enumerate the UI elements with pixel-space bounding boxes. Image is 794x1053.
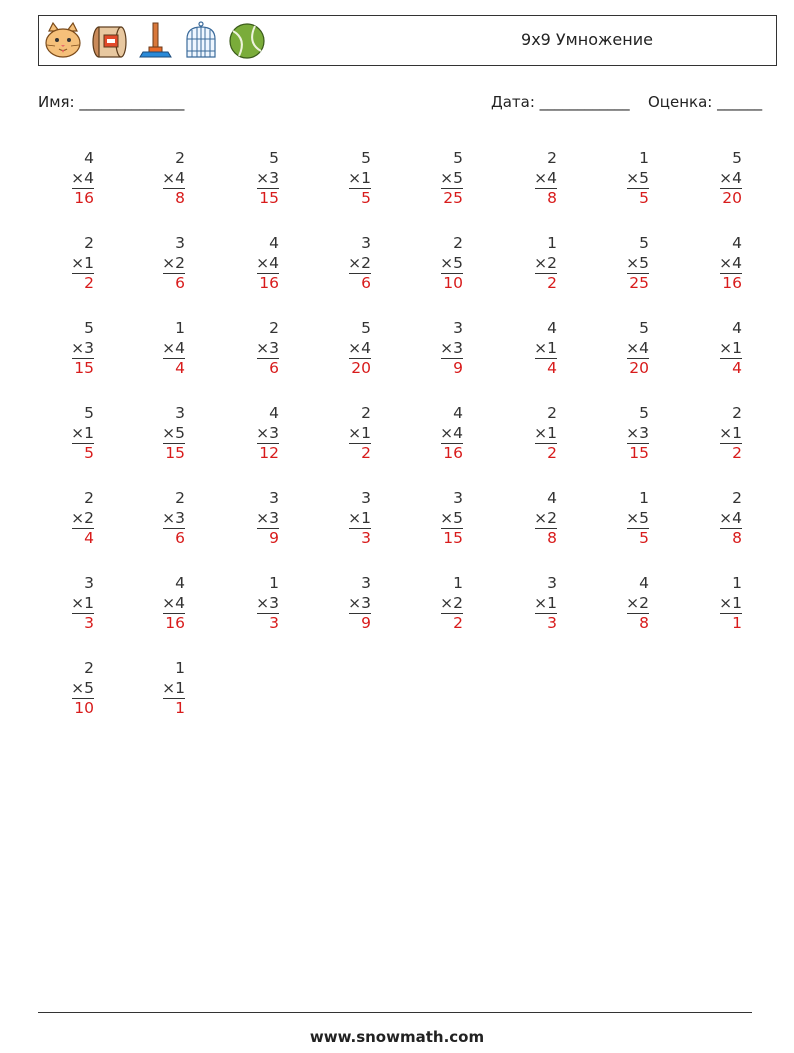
problem-item <box>403 574 463 634</box>
answer: 16 <box>441 443 463 464</box>
multiplier: ×2 <box>534 253 557 272</box>
problem-item <box>589 404 649 464</box>
multiplier: ×5 <box>626 253 649 272</box>
answer: 15 <box>441 528 463 549</box>
answer: 4 <box>72 528 94 549</box>
problem-item <box>589 149 649 209</box>
multiplicand: 2 <box>547 149 557 167</box>
answer: 3 <box>535 613 557 634</box>
multiplier: ×1 <box>534 593 557 612</box>
answer: 6 <box>163 528 185 549</box>
answer: 4 <box>535 358 557 379</box>
answer: 2 <box>441 613 463 634</box>
problem-item <box>125 319 185 379</box>
multiplicand: 5 <box>84 404 94 422</box>
multiplier: ×5 <box>440 168 463 187</box>
answer: 2 <box>535 273 557 294</box>
answer: 3 <box>72 613 94 634</box>
multiplicand: 1 <box>453 574 463 592</box>
multiplier: ×3 <box>256 423 279 442</box>
problem-item <box>219 149 279 209</box>
multiplier: ×3 <box>256 168 279 187</box>
problem-item <box>497 319 557 379</box>
multiplicand: 3 <box>361 574 371 592</box>
problem-item <box>311 574 371 634</box>
problem-item <box>497 404 557 464</box>
multiplicand: 3 <box>453 489 463 507</box>
problem-item <box>311 149 371 209</box>
birdcage-icon <box>181 21 221 61</box>
multiplier: ×3 <box>626 423 649 442</box>
multiplier: ×4 <box>719 253 742 272</box>
multiplier: ×5 <box>71 678 94 697</box>
multiplier: ×1 <box>534 423 557 442</box>
answer: 16 <box>72 188 94 209</box>
multiplicand: 5 <box>361 149 371 167</box>
problem-item <box>682 234 742 294</box>
multiplicand: 2 <box>84 659 94 677</box>
multiplicand: 1 <box>175 319 185 337</box>
problem-item <box>34 489 94 549</box>
problem-item <box>589 574 649 634</box>
worksheet-title: 9x9 Умножение <box>521 30 653 49</box>
multiplier: ×3 <box>256 593 279 612</box>
footer-divider <box>38 1012 752 1013</box>
multiplier: ×2 <box>162 253 185 272</box>
multiplier: ×4 <box>162 338 185 357</box>
answer: 9 <box>257 528 279 549</box>
multiplicand: 5 <box>361 319 371 337</box>
problem-item <box>497 489 557 549</box>
answer: 6 <box>163 273 185 294</box>
multiplicand: 3 <box>453 319 463 337</box>
multiplicand: 4 <box>547 489 557 507</box>
answer: 16 <box>720 273 742 294</box>
problem-item <box>589 234 649 294</box>
multiplicand: 2 <box>175 489 185 507</box>
answer: 8 <box>720 528 742 549</box>
footer-site: www.snowmath.com <box>309 1028 485 1046</box>
answer: 6 <box>349 273 371 294</box>
date-field: Дата: ____________ <box>491 93 630 111</box>
answer: 6 <box>257 358 279 379</box>
header-icons <box>43 21 267 61</box>
multiplier: ×1 <box>348 508 371 527</box>
problem-item <box>34 574 94 634</box>
multiplier: ×2 <box>71 508 94 527</box>
answer: 20 <box>349 358 371 379</box>
multiplier: ×4 <box>534 168 557 187</box>
multiplier: ×1 <box>71 253 94 272</box>
multiplicand: 1 <box>547 234 557 252</box>
multiplier: ×1 <box>719 593 742 612</box>
answer: 15 <box>72 358 94 379</box>
multiplier: ×5 <box>162 423 185 442</box>
multiplier: ×4 <box>162 168 185 187</box>
problem-item <box>403 149 463 209</box>
multiplicand: 2 <box>361 404 371 422</box>
multiplier: ×4 <box>256 253 279 272</box>
multiplicand: 3 <box>361 234 371 252</box>
multiplicand: 4 <box>453 404 463 422</box>
multiplicand: 4 <box>732 319 742 337</box>
multiplier: ×3 <box>440 338 463 357</box>
multiplier: ×4 <box>440 423 463 442</box>
multiplier: ×5 <box>440 508 463 527</box>
multiplicand: 2 <box>269 319 279 337</box>
answer: 5 <box>72 443 94 464</box>
problem-item <box>403 404 463 464</box>
multiplicand: 4 <box>732 234 742 252</box>
multiplier: ×1 <box>162 678 185 697</box>
multiplicand: 2 <box>84 489 94 507</box>
multiplicand: 1 <box>732 574 742 592</box>
answer: 15 <box>627 443 649 464</box>
tennis-ball-icon <box>227 21 267 61</box>
answer: 15 <box>163 443 185 464</box>
answer: 3 <box>257 613 279 634</box>
multiplicand: 3 <box>175 404 185 422</box>
answer: 5 <box>627 528 649 549</box>
multiplicand: 4 <box>175 574 185 592</box>
problem-item <box>219 489 279 549</box>
cat-face-icon <box>43 21 83 61</box>
multiplicand: 3 <box>175 234 185 252</box>
problem-item <box>682 404 742 464</box>
multiplier: ×1 <box>348 423 371 442</box>
answer: 25 <box>627 273 649 294</box>
multiplier: ×1 <box>719 423 742 442</box>
answer: 2 <box>720 443 742 464</box>
answer: 1 <box>163 698 185 719</box>
answer: 10 <box>441 273 463 294</box>
multiplier: ×2 <box>534 508 557 527</box>
answer: 12 <box>257 443 279 464</box>
multiplier: ×4 <box>626 338 649 357</box>
problem-item <box>34 149 94 209</box>
multiplier: ×4 <box>162 593 185 612</box>
problem-item <box>682 489 742 549</box>
multiplicand: 4 <box>547 319 557 337</box>
answer: 10 <box>72 698 94 719</box>
multiplicand: 1 <box>269 574 279 592</box>
answer: 8 <box>535 528 557 549</box>
answer: 4 <box>163 358 185 379</box>
multiplier: ×1 <box>71 423 94 442</box>
multiplier: ×2 <box>348 253 371 272</box>
toy-drum-icon <box>89 21 129 61</box>
problem-item <box>311 404 371 464</box>
multiplicand: 5 <box>84 319 94 337</box>
problem-item <box>497 234 557 294</box>
problem-item <box>403 234 463 294</box>
multiplier: ×5 <box>626 168 649 187</box>
multiplicand: 1 <box>175 659 185 677</box>
problem-item <box>682 574 742 634</box>
answer: 3 <box>349 528 371 549</box>
multiplicand: 4 <box>639 574 649 592</box>
name-field: Имя: ______________ <box>38 93 185 111</box>
multiplicand: 2 <box>732 489 742 507</box>
multiplier: ×3 <box>348 593 371 612</box>
multiplicand: 2 <box>547 404 557 422</box>
multiplier: ×4 <box>719 508 742 527</box>
answer: 25 <box>441 188 463 209</box>
multiplicand: 3 <box>361 489 371 507</box>
multiplier: ×3 <box>256 508 279 527</box>
multiplier: ×5 <box>440 253 463 272</box>
answer: 5 <box>349 188 371 209</box>
problem-item <box>125 149 185 209</box>
problem-item <box>34 404 94 464</box>
answer: 16 <box>163 613 185 634</box>
problem-item <box>682 319 742 379</box>
answer: 9 <box>349 613 371 634</box>
multiplicand: 2 <box>732 404 742 422</box>
multiplicand: 5 <box>453 149 463 167</box>
multiplier: ×1 <box>719 338 742 357</box>
multiplicand: 3 <box>84 574 94 592</box>
multiplicand: 5 <box>639 234 649 252</box>
problem-item <box>589 319 649 379</box>
multiplier: ×2 <box>440 593 463 612</box>
multiplicand: 1 <box>639 149 649 167</box>
plunger-icon <box>135 21 175 61</box>
multiplier: ×1 <box>534 338 557 357</box>
problem-item <box>34 234 94 294</box>
problem-item <box>682 149 742 209</box>
answer: 8 <box>627 613 649 634</box>
answer: 1 <box>720 613 742 634</box>
answer: 4 <box>720 358 742 379</box>
problem-item <box>125 234 185 294</box>
multiplier: ×1 <box>71 593 94 612</box>
worksheet-header <box>38 15 777 66</box>
problem-item <box>34 319 94 379</box>
problem-item <box>125 404 185 464</box>
multiplier: ×3 <box>162 508 185 527</box>
problem-item <box>125 659 185 719</box>
multiplicand: 4 <box>269 404 279 422</box>
multiplicand: 4 <box>269 234 279 252</box>
answer: 20 <box>720 188 742 209</box>
answer: 2 <box>535 443 557 464</box>
problem-item <box>34 659 94 719</box>
grade-field: Оценка: ______ <box>648 93 763 111</box>
problem-item <box>311 234 371 294</box>
answer: 20 <box>627 358 649 379</box>
multiplier: ×5 <box>626 508 649 527</box>
problem-item <box>497 149 557 209</box>
multiplier: ×1 <box>348 168 371 187</box>
answer: 2 <box>72 273 94 294</box>
multiplier: ×4 <box>719 168 742 187</box>
problem-item <box>311 319 371 379</box>
problem-item <box>589 489 649 549</box>
problem-item <box>125 489 185 549</box>
problem-item <box>311 489 371 549</box>
multiplier: ×3 <box>256 338 279 357</box>
answer: 2 <box>349 443 371 464</box>
problem-item <box>219 574 279 634</box>
multiplicand: 3 <box>269 489 279 507</box>
multiplier: ×4 <box>348 338 371 357</box>
multiplier: ×2 <box>626 593 649 612</box>
multiplier: ×4 <box>71 168 94 187</box>
multiplicand: 3 <box>547 574 557 592</box>
answer: 16 <box>257 273 279 294</box>
problem-item <box>219 404 279 464</box>
problem-item <box>219 319 279 379</box>
problem-item <box>403 489 463 549</box>
multiplicand: 1 <box>639 489 649 507</box>
problem-item <box>219 234 279 294</box>
answer: 8 <box>535 188 557 209</box>
problem-item <box>497 574 557 634</box>
multiplicand: 2 <box>84 234 94 252</box>
multiplicand: 2 <box>175 149 185 167</box>
multiplier: ×3 <box>71 338 94 357</box>
multiplicand: 4 <box>84 149 94 167</box>
answer: 9 <box>441 358 463 379</box>
multiplicand: 5 <box>639 404 649 422</box>
answer: 5 <box>627 188 649 209</box>
multiplicand: 5 <box>269 149 279 167</box>
answer: 8 <box>163 188 185 209</box>
problem-item <box>403 319 463 379</box>
problem-item <box>125 574 185 634</box>
answer: 15 <box>257 188 279 209</box>
multiplicand: 5 <box>639 319 649 337</box>
multiplicand: 2 <box>453 234 463 252</box>
multiplicand: 5 <box>732 149 742 167</box>
